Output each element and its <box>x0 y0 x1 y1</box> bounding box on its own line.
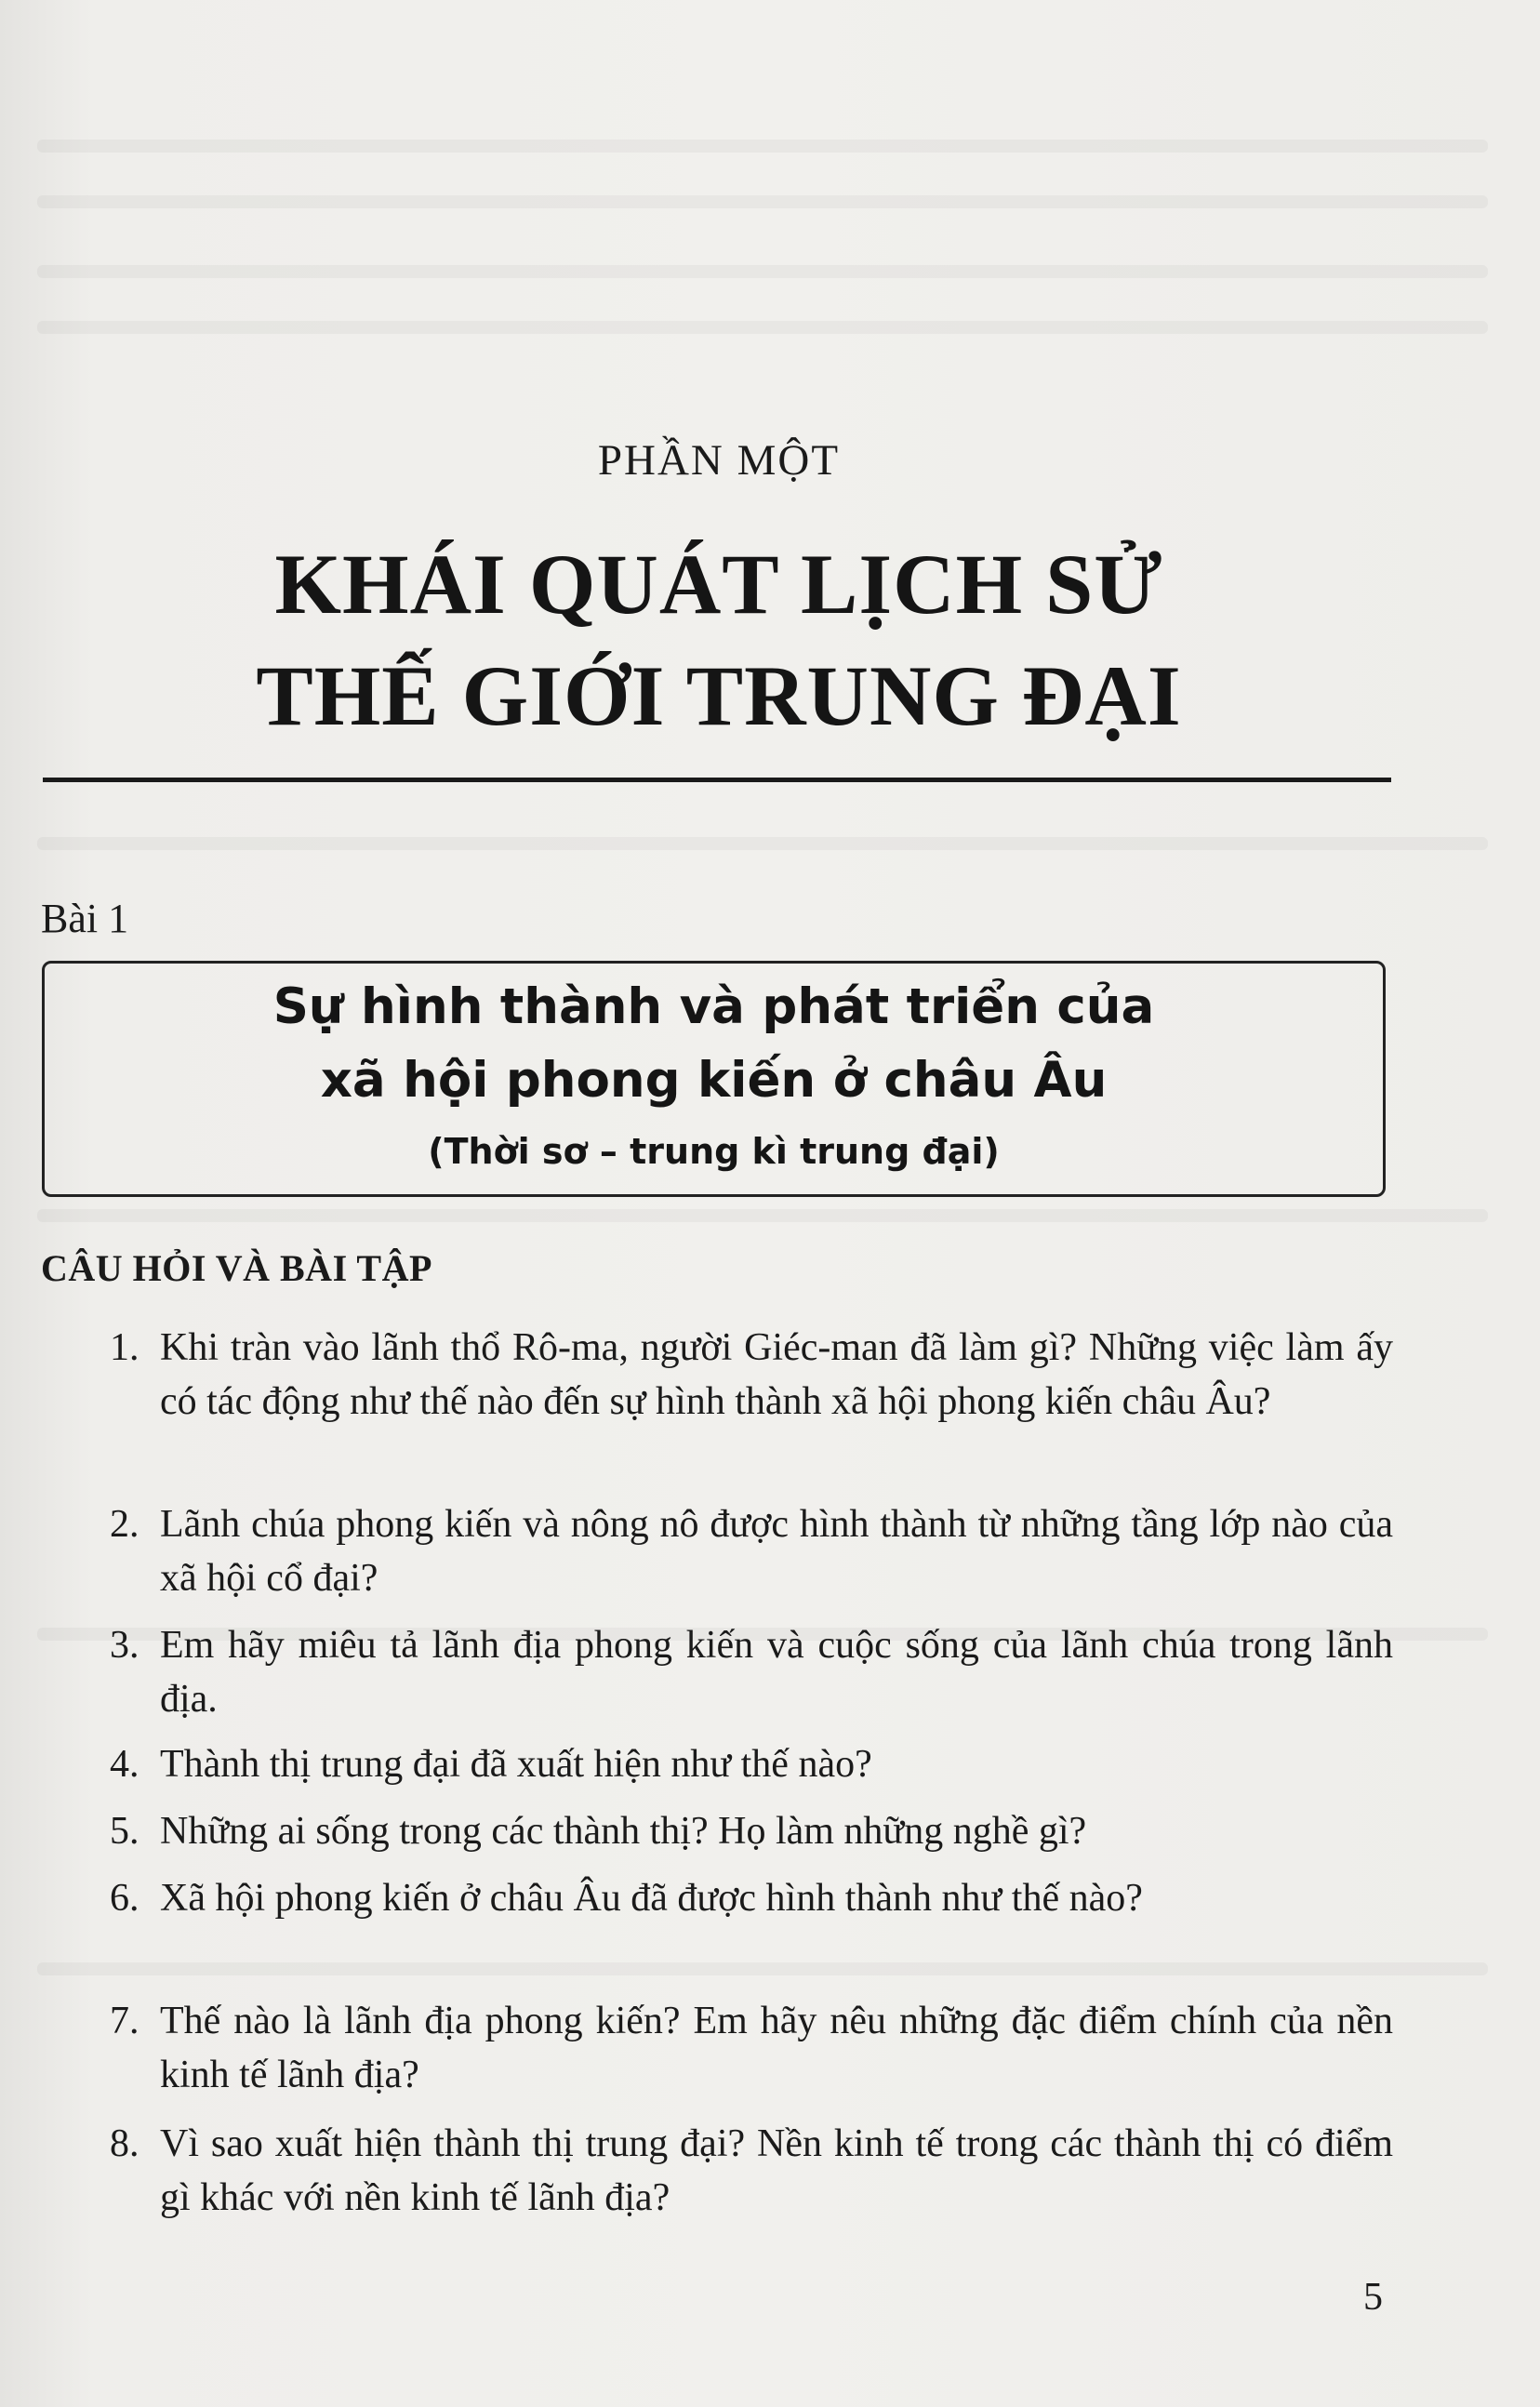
question-item <box>110 1618 1393 1726</box>
part-title-line-1: KHÁI QUÁT LỊCH SỬ <box>274 537 1163 632</box>
question-number: 8. <box>110 2122 139 2165</box>
question-number: 3. <box>110 1624 139 1667</box>
bleed-through-line <box>37 195 1488 208</box>
question-text: Vì sao xuất hiện thành thị trung đại? Nền kinh tế trong các thành thị có điểm gì khác với nền kinh tế lãnh địa? <box>160 2122 1393 2219</box>
lesson-title-box <box>42 961 1386 1197</box>
bleed-through-line <box>37 140 1488 153</box>
question-number: 7. <box>110 2000 139 2042</box>
question-item <box>110 1497 1393 1605</box>
question-text: Thế nào là lãnh địa phong kiến? Em hãy nêu những đặc điểm chính của nền kinh tế lãnh địa? <box>160 2000 1393 2096</box>
page-number: 5 <box>1363 2276 1383 2319</box>
bleed-through-line <box>37 1962 1488 1975</box>
question-item <box>110 1994 1393 2102</box>
lesson-title-line-1: Sự hình thành và phát triển của <box>272 978 1155 1035</box>
bleed-through-line <box>37 837 1488 850</box>
question-item <box>110 1804 1393 1858</box>
lesson-title-line-2: xã hội phong kiến ở châu Âu <box>320 1052 1108 1109</box>
section-divider <box>43 778 1391 782</box>
question-text: Lãnh chúa phong kiến và nông nô được hình thành từ những tầng lớp nào của xã hội cổ đại? <box>160 1503 1393 1600</box>
question-text: Khi tràn vào lãnh thổ Rô-ma, người Giéc-man đã làm gì? Những việc làm ấy có tác động như thế nào đến sự hình thành xã hội phong kiến châu Âu? <box>160 1326 1393 1423</box>
question-item <box>110 2117 1393 2225</box>
lesson-number: Bài 1 <box>41 896 129 941</box>
question-number: 1. <box>110 1326 139 1369</box>
question-number: 5. <box>110 1810 139 1853</box>
question-item <box>110 1737 1393 1791</box>
bleed-through-line <box>37 321 1488 334</box>
part-title-line-2: THẾ GIỚI TRUNG ĐẠI <box>256 648 1182 743</box>
question-number: 2. <box>110 1503 139 1546</box>
bleed-through-line <box>37 1209 1488 1222</box>
question-item <box>110 1871 1393 1925</box>
question-number: 6. <box>110 1877 139 1920</box>
question-text: Thành thị trung đại đã xuất hiện như thế nào? <box>160 1743 872 1786</box>
question-text: Xã hội phong kiến ở châu Âu đã được hình thành như thế nào? <box>160 1877 1143 1920</box>
bleed-through-line <box>37 265 1488 278</box>
question-text: Những ai sống trong các thành thị? Họ làm những nghề gì? <box>160 1810 1087 1853</box>
question-number: 4. <box>110 1743 139 1786</box>
part-label: PHẦN MỘT <box>597 436 841 485</box>
lesson-subtitle: (Thời sơ – trung kì trung đại) <box>428 1131 1000 1172</box>
question-text: Em hãy miêu tả lãnh địa phong kiến và cuộc sống của lãnh chúa trong lãnh địa. <box>160 1624 1393 1721</box>
section-heading: CÂU HỎI VÀ BÀI TẬP <box>41 1247 432 1289</box>
question-item <box>110 1321 1393 1429</box>
